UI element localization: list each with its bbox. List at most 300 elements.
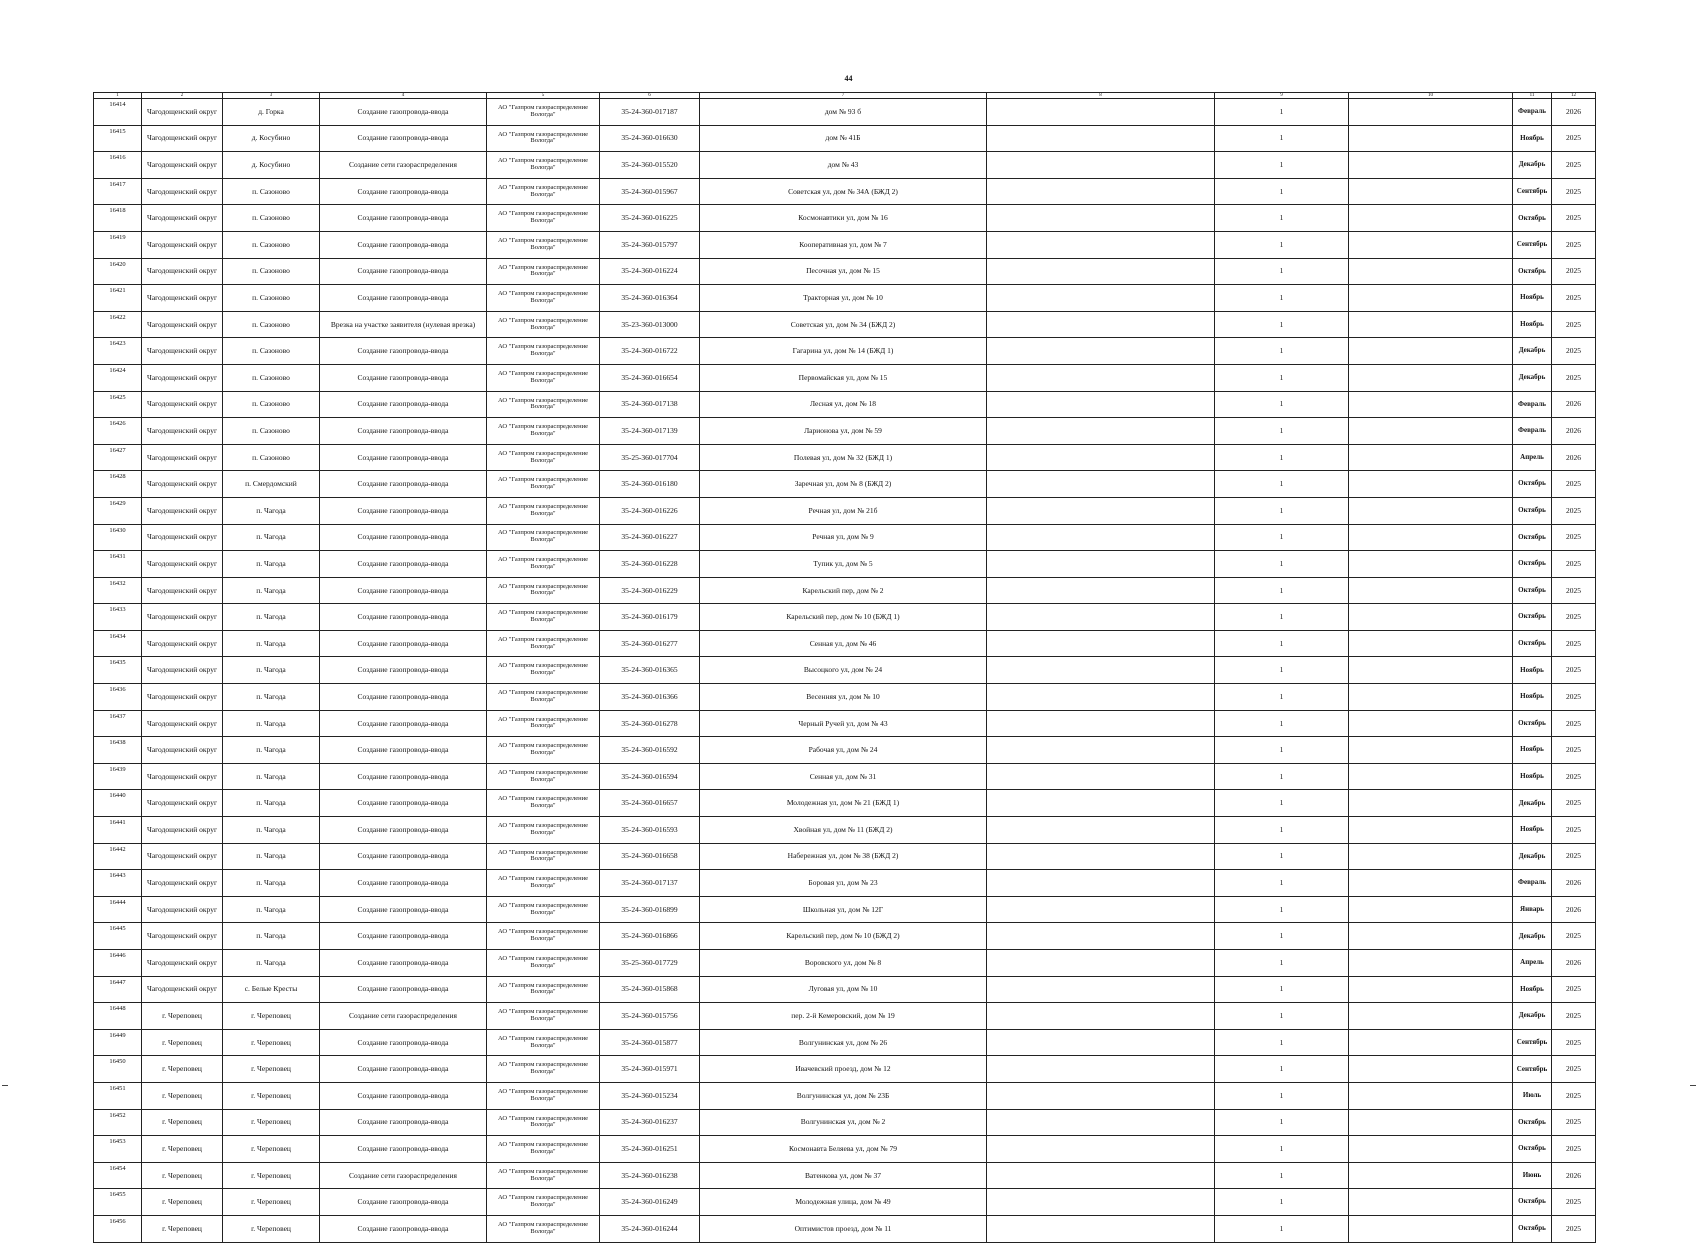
work-type-cell: Создание газопровода-ввода: [320, 125, 487, 152]
month-cell: Сентябрь: [1513, 1029, 1552, 1056]
quantity-cell: 1: [1215, 258, 1349, 285]
address-cell: дом № 43: [700, 152, 987, 179]
organization-cell: АО "Газпром газораспределение Вологда": [487, 418, 600, 445]
object-code-cell: 35-24-360-016224: [600, 258, 700, 285]
row-number-cell: 16447: [94, 976, 142, 1003]
table-row: [94, 338, 1596, 365]
row-number-cell: 16414: [94, 99, 142, 126]
work-type-cell: Создание газопровода-ввода: [320, 817, 487, 844]
quantity-cell: 1: [1215, 444, 1349, 471]
empty-cell: [987, 285, 1215, 312]
column-number: 10: [1349, 93, 1513, 99]
row-number-cell: 16439: [94, 763, 142, 790]
empty-cell: [1349, 285, 1513, 312]
organization-cell: АО "Газпром газораспределение Вологда": [487, 896, 600, 923]
month-cell: Сентябрь: [1513, 231, 1552, 258]
row-number-cell: 16437: [94, 710, 142, 737]
year-cell: 2025: [1552, 338, 1596, 365]
empty-cell: [1349, 152, 1513, 179]
object-code-cell: 35-24-360-016366: [600, 684, 700, 711]
month-cell: Декабрь: [1513, 790, 1552, 817]
address-cell: Гагарина ул, дом № 14 (БЖД 1): [700, 338, 987, 365]
district-cell: Чагодощенский округ: [142, 976, 223, 1003]
column-number: 5: [487, 93, 600, 99]
empty-cell: [987, 444, 1215, 471]
settlement-cell: п. Сазоново: [223, 391, 320, 418]
district-cell: Чагодощенский округ: [142, 231, 223, 258]
month-cell: Октябрь: [1513, 497, 1552, 524]
empty-cell: [987, 205, 1215, 232]
empty-cell: [1349, 444, 1513, 471]
quantity-cell: 1: [1215, 471, 1349, 498]
work-type-cell: Создание газопровода-ввода: [320, 870, 487, 897]
organization-cell: АО "Газпром газораспределение Вологда": [487, 231, 600, 258]
address-cell: Космонавтики ул, дом № 16: [700, 205, 987, 232]
year-cell: 2026: [1552, 870, 1596, 897]
work-type-cell: Создание газопровода-ввода: [320, 710, 487, 737]
month-cell: Октябрь: [1513, 205, 1552, 232]
month-cell: Октябрь: [1513, 1189, 1552, 1216]
settlement-cell: г. Череповец: [223, 1029, 320, 1056]
year-cell: 2025: [1552, 1189, 1596, 1216]
settlement-cell: п. Сазоново: [223, 311, 320, 338]
quantity-cell: 1: [1215, 630, 1349, 657]
empty-cell: [1349, 950, 1513, 977]
empty-cell: [987, 1029, 1215, 1056]
settlement-cell: п. Чагода: [223, 950, 320, 977]
organization-cell: АО "Газпром газораспределение Вологда": [487, 338, 600, 365]
object-code-cell: 35-24-360-015756: [600, 1003, 700, 1030]
empty-cell: [987, 524, 1215, 551]
work-type-cell: Создание газопровода-ввода: [320, 790, 487, 817]
address-cell: Молодежная улица, дом № 49: [700, 1189, 987, 1216]
work-type-cell: Создание газопровода-ввода: [320, 99, 487, 126]
settlement-cell: п. Чагода: [223, 577, 320, 604]
empty-cell: [987, 1215, 1215, 1242]
settlement-cell: п. Сазоново: [223, 338, 320, 365]
address-cell: Волгунинская ул, дом № 2: [700, 1109, 987, 1136]
empty-cell: [987, 577, 1215, 604]
address-cell: Школьная ул, дом № 12Г: [700, 896, 987, 923]
empty-cell: [1349, 737, 1513, 764]
empty-cell: [987, 896, 1215, 923]
month-cell: Февраль: [1513, 99, 1552, 126]
quantity-cell: 1: [1215, 99, 1349, 126]
row-number-cell: 16417: [94, 178, 142, 205]
work-type-cell: Создание газопровода-ввода: [320, 763, 487, 790]
address-cell: Полевая ул, дом № 32 (БЖД 1): [700, 444, 987, 471]
object-code-cell: 35-24-360-015967: [600, 178, 700, 205]
address-cell: Первомайская ул, дом № 15: [700, 364, 987, 391]
quantity-cell: 1: [1215, 338, 1349, 365]
district-cell: Чагодощенский округ: [142, 125, 223, 152]
column-number: 1: [94, 93, 142, 99]
year-cell: 2025: [1552, 1136, 1596, 1163]
row-number-cell: 16449: [94, 1029, 142, 1056]
organization-cell: АО "Газпром газораспределение Вологда": [487, 152, 600, 179]
month-cell: Ноябрь: [1513, 737, 1552, 764]
row-number-cell: 16426: [94, 418, 142, 445]
object-code-cell: 35-24-360-016654: [600, 364, 700, 391]
month-cell: Октябрь: [1513, 1215, 1552, 1242]
month-cell: Апрель: [1513, 950, 1552, 977]
row-number-cell: 16441: [94, 817, 142, 844]
object-code-cell: 35-24-360-016365: [600, 657, 700, 684]
row-number-cell: 16424: [94, 364, 142, 391]
empty-cell: [987, 817, 1215, 844]
empty-cell: [1349, 418, 1513, 445]
empty-cell: [987, 657, 1215, 684]
organization-cell: АО "Газпром газораспределение Вологда": [487, 630, 600, 657]
quantity-cell: 1: [1215, 1136, 1349, 1163]
work-type-cell: Создание газопровода-ввода: [320, 258, 487, 285]
table-row: [94, 444, 1596, 471]
year-cell: 2025: [1552, 551, 1596, 578]
month-cell: Ноябрь: [1513, 311, 1552, 338]
table-row: [94, 364, 1596, 391]
month-cell: Октябрь: [1513, 1136, 1552, 1163]
table-row: [94, 1109, 1596, 1136]
empty-cell: [987, 1082, 1215, 1109]
year-cell: 2025: [1552, 790, 1596, 817]
row-number-cell: 16451: [94, 1082, 142, 1109]
empty-cell: [1349, 923, 1513, 950]
month-cell: Ноябрь: [1513, 657, 1552, 684]
row-number-cell: 16432: [94, 577, 142, 604]
year-cell: 2025: [1552, 923, 1596, 950]
quantity-cell: 1: [1215, 763, 1349, 790]
district-cell: Чагодощенский округ: [142, 577, 223, 604]
address-cell: Сенная ул, дом № 31: [700, 763, 987, 790]
object-code-cell: 35-24-360-017137: [600, 870, 700, 897]
district-cell: г. Череповец: [142, 1189, 223, 1216]
quantity-cell: 1: [1215, 684, 1349, 711]
object-code-cell: 35-24-360-016251: [600, 1136, 700, 1163]
empty-cell: [987, 737, 1215, 764]
table-row: [94, 99, 1596, 126]
work-type-cell: Создание газопровода-ввода: [320, 896, 487, 923]
quantity-cell: 1: [1215, 524, 1349, 551]
object-code-cell: 35-24-360-016594: [600, 763, 700, 790]
organization-cell: АО "Газпром газораспределение Вологда": [487, 258, 600, 285]
empty-cell: [987, 976, 1215, 1003]
month-cell: Декабрь: [1513, 152, 1552, 179]
table-row: [94, 1215, 1596, 1242]
quantity-cell: 1: [1215, 285, 1349, 312]
month-cell: Ноябрь: [1513, 976, 1552, 1003]
district-cell: г. Череповец: [142, 1082, 223, 1109]
empty-cell: [987, 125, 1215, 152]
object-code-cell: 35-24-360-016866: [600, 923, 700, 950]
empty-cell: [987, 870, 1215, 897]
row-number-cell: 16429: [94, 497, 142, 524]
district-cell: Чагодощенский округ: [142, 497, 223, 524]
row-number-cell: 16415: [94, 125, 142, 152]
row-number-cell: 16418: [94, 205, 142, 232]
month-cell: Декабрь: [1513, 1003, 1552, 1030]
settlement-cell: п. Сазоново: [223, 418, 320, 445]
month-cell: Февраль: [1513, 391, 1552, 418]
address-cell: Высоцкого ул, дом № 24: [700, 657, 987, 684]
address-cell: Карельский пер, дом № 10 (БЖД 1): [700, 604, 987, 631]
object-code-cell: 35-24-360-016277: [600, 630, 700, 657]
object-code-cell: 35-24-360-016278: [600, 710, 700, 737]
month-cell: Февраль: [1513, 418, 1552, 445]
year-cell: 2025: [1552, 364, 1596, 391]
empty-cell: [1349, 391, 1513, 418]
work-type-cell: Создание газопровода-ввода: [320, 524, 487, 551]
table-row: [94, 1056, 1596, 1083]
settlement-cell: п. Смердомский: [223, 471, 320, 498]
object-code-cell: 35-24-360-016180: [600, 471, 700, 498]
address-cell: Ивачевский проезд, дом № 12: [700, 1056, 987, 1083]
gasification-schedule-table: [93, 92, 1596, 1243]
quantity-cell: 1: [1215, 710, 1349, 737]
empty-cell: [987, 790, 1215, 817]
work-type-cell: Создание газопровода-ввода: [320, 338, 487, 365]
work-type-cell: Создание газопровода-ввода: [320, 1189, 487, 1216]
month-cell: Ноябрь: [1513, 285, 1552, 312]
work-type-cell: Создание газопровода-ввода: [320, 1109, 487, 1136]
address-cell: Набережная ул, дом № 38 (БЖД 2): [700, 843, 987, 870]
table-row: [94, 205, 1596, 232]
row-number-cell: 16435: [94, 657, 142, 684]
district-cell: Чагодощенский округ: [142, 285, 223, 312]
quantity-cell: 1: [1215, 364, 1349, 391]
column-number: 6: [600, 93, 700, 99]
empty-cell: [987, 630, 1215, 657]
district-cell: г. Череповец: [142, 1136, 223, 1163]
organization-cell: АО "Газпром газораспределение Вологда": [487, 1189, 600, 1216]
address-cell: дом № 93 б: [700, 99, 987, 126]
table-row: [94, 817, 1596, 844]
empty-cell: [987, 364, 1215, 391]
empty-cell: [1349, 1162, 1513, 1189]
district-cell: Чагодощенский округ: [142, 657, 223, 684]
quantity-cell: 1: [1215, 152, 1349, 179]
address-cell: Луговая ул, дом № 10: [700, 976, 987, 1003]
column-number: 2: [142, 93, 223, 99]
organization-cell: АО "Газпром газораспределение Вологда": [487, 737, 600, 764]
district-cell: Чагодощенский округ: [142, 684, 223, 711]
object-code-cell: 35-24-360-016228: [600, 551, 700, 578]
district-cell: Чагодощенский округ: [142, 737, 223, 764]
column-number: 4: [320, 93, 487, 99]
object-code-cell: 35-23-360-013000: [600, 311, 700, 338]
year-cell: 2025: [1552, 231, 1596, 258]
organization-cell: АО "Газпром газораспределение Вологда": [487, 99, 600, 126]
settlement-cell: д. Косубино: [223, 152, 320, 179]
settlement-cell: п. Сазоново: [223, 231, 320, 258]
column-number: 11: [1513, 93, 1552, 99]
empty-cell: [987, 1056, 1215, 1083]
work-type-cell: Создание газопровода-ввода: [320, 1215, 487, 1242]
year-cell: 2025: [1552, 205, 1596, 232]
address-cell: Сенная ул, дом № 46: [700, 630, 987, 657]
empty-cell: [1349, 551, 1513, 578]
object-code-cell: 35-24-360-016238: [600, 1162, 700, 1189]
empty-cell: [1349, 1082, 1513, 1109]
district-cell: г. Череповец: [142, 1215, 223, 1242]
row-number-cell: 16448: [94, 1003, 142, 1030]
object-code-cell: 35-24-360-016722: [600, 338, 700, 365]
empty-cell: [1349, 763, 1513, 790]
organization-cell: АО "Газпром газораспределение Вологда": [487, 976, 600, 1003]
object-code-cell: 35-24-360-017138: [600, 391, 700, 418]
table-row: [94, 737, 1596, 764]
settlement-cell: п. Сазоново: [223, 258, 320, 285]
table-row: [94, 1136, 1596, 1163]
quantity-cell: 1: [1215, 178, 1349, 205]
empty-cell: [987, 604, 1215, 631]
month-cell: Октябрь: [1513, 1109, 1552, 1136]
empty-cell: [1349, 1215, 1513, 1242]
object-code-cell: 35-24-360-015520: [600, 152, 700, 179]
work-type-cell: Создание газопровода-ввода: [320, 684, 487, 711]
month-cell: Декабрь: [1513, 364, 1552, 391]
empty-cell: [1349, 817, 1513, 844]
empty-cell: [1349, 1056, 1513, 1083]
organization-cell: АО "Газпром газораспределение Вологда": [487, 551, 600, 578]
empty-cell: [1349, 843, 1513, 870]
work-type-cell: Создание газопровода-ввода: [320, 497, 487, 524]
table-row: [94, 870, 1596, 897]
organization-cell: АО "Газпром газораспределение Вологда": [487, 763, 600, 790]
work-type-cell: Создание газопровода-ввода: [320, 1056, 487, 1083]
empty-cell: [1349, 497, 1513, 524]
organization-cell: АО "Газпром газораспределение Вологда": [487, 524, 600, 551]
month-cell: Декабрь: [1513, 923, 1552, 950]
empty-cell: [1349, 205, 1513, 232]
address-cell: Оптимистов проезд, дом № 11: [700, 1215, 987, 1242]
empty-cell: [1349, 231, 1513, 258]
quantity-cell: 1: [1215, 551, 1349, 578]
work-type-cell: Создание газопровода-ввода: [320, 1082, 487, 1109]
table-row: [94, 125, 1596, 152]
row-number-cell: 16456: [94, 1215, 142, 1242]
organization-cell: АО "Газпром газораспределение Вологда": [487, 1029, 600, 1056]
row-number-cell: 16452: [94, 1109, 142, 1136]
month-cell: Сентябрь: [1513, 178, 1552, 205]
quantity-cell: 1: [1215, 604, 1349, 631]
object-code-cell: 35-25-360-017729: [600, 950, 700, 977]
table-row: [94, 923, 1596, 950]
row-number-cell: 16421: [94, 285, 142, 312]
address-cell: пер. 2-й Кемеровский, дом № 19: [700, 1003, 987, 1030]
organization-cell: АО "Газпром газораспределение Вологда": [487, 1003, 600, 1030]
object-code-cell: 35-24-360-016179: [600, 604, 700, 631]
table-row: [94, 258, 1596, 285]
settlement-cell: п. Чагода: [223, 817, 320, 844]
district-cell: Чагодощенский округ: [142, 870, 223, 897]
year-cell: 2026: [1552, 391, 1596, 418]
column-number: 12: [1552, 93, 1596, 99]
year-cell: 2025: [1552, 1056, 1596, 1083]
settlement-cell: г. Череповец: [223, 1056, 320, 1083]
district-cell: Чагодощенский округ: [142, 710, 223, 737]
year-cell: 2025: [1552, 710, 1596, 737]
empty-cell: [1349, 178, 1513, 205]
row-number-cell: 16431: [94, 551, 142, 578]
table-row: [94, 790, 1596, 817]
object-code-cell: 35-24-360-016226: [600, 497, 700, 524]
table-row: [94, 285, 1596, 312]
table-row: [94, 418, 1596, 445]
work-type-cell: Создание сети газораспределения: [320, 152, 487, 179]
address-cell: Речная ул, дом № 21б: [700, 497, 987, 524]
work-type-cell: Создание газопровода-ввода: [320, 364, 487, 391]
work-type-cell: Создание газопровода-ввода: [320, 231, 487, 258]
table-row: [94, 471, 1596, 498]
organization-cell: АО "Газпром газораспределение Вологда": [487, 604, 600, 631]
work-type-cell: Создание газопровода-ввода: [320, 737, 487, 764]
district-cell: Чагодощенский округ: [142, 391, 223, 418]
row-number-cell: 16454: [94, 1162, 142, 1189]
left-edge-mark: [2, 1085, 8, 1086]
settlement-cell: п. Чагода: [223, 497, 320, 524]
empty-cell: [987, 1189, 1215, 1216]
year-cell: 2026: [1552, 418, 1596, 445]
row-number-cell: 16444: [94, 896, 142, 923]
row-number-cell: 16430: [94, 524, 142, 551]
empty-cell: [1349, 1136, 1513, 1163]
object-code-cell: 35-24-360-015234: [600, 1082, 700, 1109]
year-cell: 2025: [1552, 817, 1596, 844]
year-cell: 2025: [1552, 178, 1596, 205]
object-code-cell: 35-24-360-016592: [600, 737, 700, 764]
object-code-cell: 35-24-360-016593: [600, 817, 700, 844]
organization-cell: АО "Газпром газораспределение Вологда": [487, 843, 600, 870]
year-cell: 2025: [1552, 577, 1596, 604]
empty-cell: [987, 338, 1215, 365]
empty-cell: [987, 178, 1215, 205]
empty-cell: [987, 763, 1215, 790]
district-cell: Чагодощенский округ: [142, 923, 223, 950]
month-cell: Февраль: [1513, 870, 1552, 897]
organization-cell: АО "Газпром газораспределение Вологда": [487, 684, 600, 711]
quantity-cell: 1: [1215, 1215, 1349, 1242]
quantity-cell: 1: [1215, 231, 1349, 258]
district-cell: Чагодощенский округ: [142, 604, 223, 631]
table-row: [94, 843, 1596, 870]
quantity-cell: 1: [1215, 790, 1349, 817]
organization-cell: АО "Газпром газораспределение Вологда": [487, 1136, 600, 1163]
object-code-cell: 35-24-360-016227: [600, 524, 700, 551]
month-cell: Октябрь: [1513, 710, 1552, 737]
object-code-cell: 35-24-360-016658: [600, 843, 700, 870]
work-type-cell: Создание сети газораспределения: [320, 1003, 487, 1030]
address-cell: Карельский пер, дом № 2: [700, 577, 987, 604]
organization-cell: АО "Газпром газораспределение Вологда": [487, 205, 600, 232]
work-type-cell: Создание газопровода-ввода: [320, 471, 487, 498]
settlement-cell: п. Сазоново: [223, 364, 320, 391]
settlement-cell: г. Череповец: [223, 1162, 320, 1189]
work-type-cell: Создание газопровода-ввода: [320, 923, 487, 950]
object-code-cell: 35-24-360-016244: [600, 1215, 700, 1242]
work-type-cell: Создание газопровода-ввода: [320, 577, 487, 604]
table-row: [94, 684, 1596, 711]
district-cell: Чагодощенский округ: [142, 524, 223, 551]
work-type-cell: Создание сети газораспределения: [320, 1162, 487, 1189]
object-code-cell: 35-24-360-016249: [600, 1189, 700, 1216]
organization-cell: АО "Газпром газораспределение Вологда": [487, 1109, 600, 1136]
settlement-cell: г. Череповец: [223, 1215, 320, 1242]
object-code-cell: 35-24-360-017187: [600, 99, 700, 126]
table-row: [94, 630, 1596, 657]
settlement-cell: г. Череповец: [223, 1136, 320, 1163]
year-cell: 2025: [1552, 1082, 1596, 1109]
address-cell: Песочная ул, дом № 15: [700, 258, 987, 285]
